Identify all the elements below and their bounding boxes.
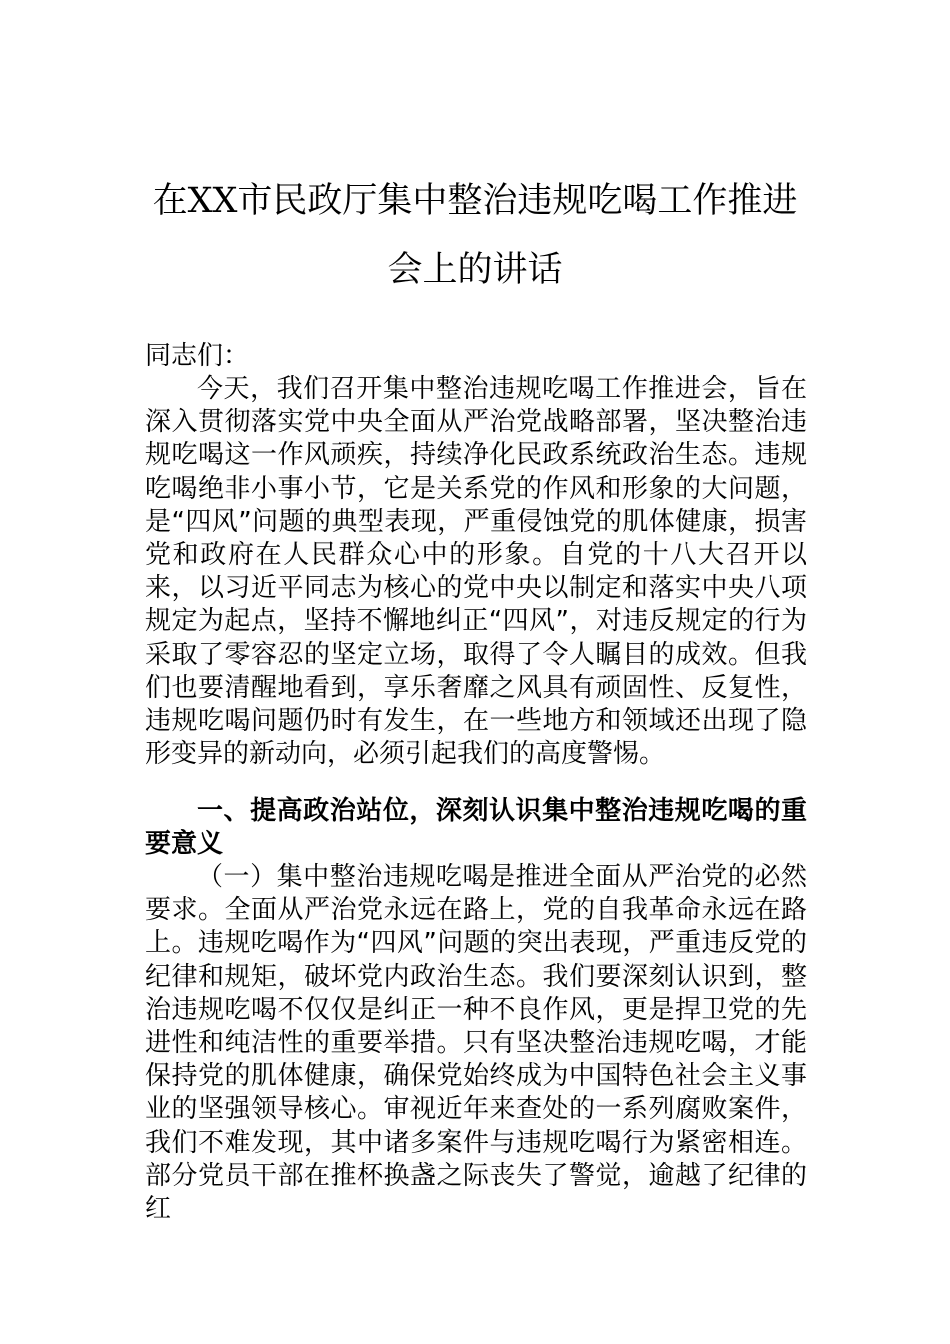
document-title-line-2: 会上的讲话 — [387, 250, 563, 290]
salutation: 同志们： — [145, 341, 250, 371]
subsection-paragraph: （一）集中整治违规吃喝是推进全面从严治党的必然要求。全面从严治党永远在路上，党的自我革命永远在路上。违规吃喝作为“四风”问题的突出表现，严重违反党的纪律和规矩，破坏党内政治生态。我们要深刻认识到，整治违规吃喝不仅仅是纠正一种不良作风，更是捍卫党的先进性和纯洁性的重要举措。只有坚决整治违规吃喝，才能保持党的肌体健康，确保党始终成为中国特色社会主义事业的坚强领导核心。审视近年来查处的一系列腐败案件，我们不难发现，其中诸多案件与违规吃喝行为紧密相连。部分党员干部在推杯换盏之际丧失了警觉，逾越了纪律的红 — [145, 862, 807, 1225]
section-heading: 一、提高政治站位，深刻认识集中整治违规吃喝的重要意义 — [145, 796, 807, 860]
body-paragraph: 今天，我们召开集中整治违规吃喝工作推进会，旨在深入贯彻落实党中央全面从严治党战略部署，坚决整治违规吃喝这一作风顽疾，持续净化民政系统政治生态。违规吃喝绝非小事小节，它是关系党的作风和形象的大问题，是“四风”问题的典型表现，严重侵蚀党的肌体健康，损害党和政府在人民群众心中的形象。自党的十八大召开以来，以习近平同志为核心的党中央以制定和落实中央八项规定为起点，坚持不懈地纠正“四风”，对违反规定的行为采取了零容忍的坚定立场，取得了令人瞩目的成效。但我们也要清醒地看到，享乐奢靡之风具有顽固性、反复性，违规吃喝问题仍时有发生，在一些地方和领域还出现了隐形变异的新动向，必须引起我们的高度警惕。 — [145, 374, 807, 770]
document-title-line-1: 在XX市民政厅集中整治违规吃喝工作推进 — [152, 181, 798, 221]
